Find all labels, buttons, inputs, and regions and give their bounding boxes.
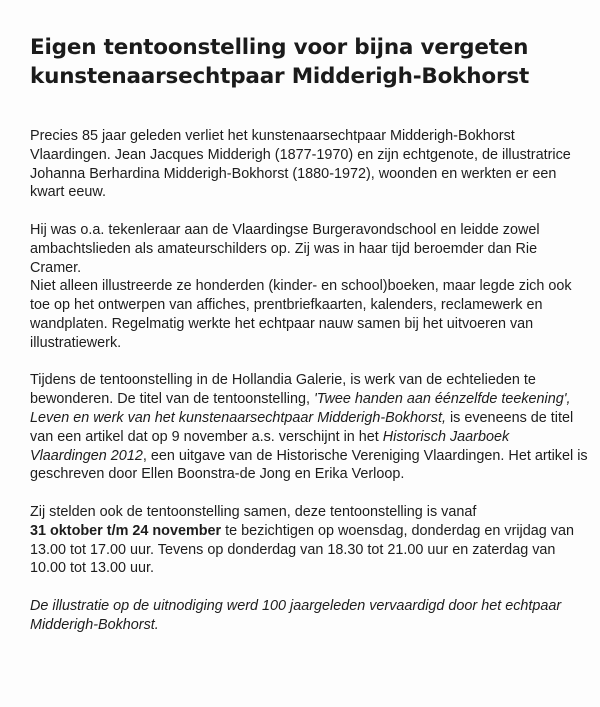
- text-line: Precies 85 jaar geleden verliet het kunstenaarsechtpaar Midderigh-Bokhorst: [30, 128, 515, 144]
- text-line: Zij stelden ook de tentoonstelling samen, deze tentoonstelling is vanaf: [30, 503, 477, 520]
- text-run: te bezichtigen op woensdag, donderdag en vrijdag van: [221, 522, 574, 539]
- yearbook-title-italic: Historisch Jaarboek: [382, 428, 510, 445]
- text-line: Hij was o.a. tekenleraar aan de Vlaardingse Burgeravondschool en leidde zowel: [30, 221, 540, 238]
- text-line: toe op het ontwerpen van affiches, prentbriefkaarten, kalenders, reclamewerk en: [30, 297, 543, 314]
- text-line: [30, 428, 595, 447]
- paragraph-exhibition: [30, 371, 595, 484]
- text-line: Johanna Berhardina Midderigh-Bokhorst (1880-1972), woonden en werkten er een: [30, 165, 557, 182]
- paragraph-teacher: [30, 221, 595, 277]
- paragraph-dates: [30, 503, 595, 578]
- text-line: [30, 409, 595, 428]
- text-line: Vlaardingen. Jean Jacques Midderigh (1877-1970) en zijn echtgenote, de illustratrice: [30, 146, 571, 163]
- text-line: Niet alleen illustreerde ze honderden (kinder- en school)boeken, maar legde zich ook: [30, 278, 572, 295]
- text-run: van een artikel dat op 9 november a.s. verschijnt in het: [30, 428, 383, 445]
- text-run: , een uitgave van de Historische Vereniging Vlaardingen. Het artikel is: [142, 447, 588, 464]
- text-line: Tijdens de tentoonstelling in de Hollandia Galerie, is werk van de echtelieden te: [30, 372, 536, 389]
- title-line: Eigen tentoonstelling voor bijna vergeten: [30, 35, 529, 60]
- text-line: [30, 447, 595, 466]
- paragraph-illustration-note: [30, 597, 595, 635]
- text-line: wandplaten. Regelmatig werkte het echtpaar nauw samen bij het uitvoeren van: [30, 315, 534, 332]
- date-range-bold: 31 oktober t/m 24 november: [30, 522, 222, 539]
- text-line: geschreven door Ellen Boonstra-de Jong en Erika Verloop.: [30, 466, 405, 483]
- article-title: [30, 33, 590, 91]
- exhibition-subtitle-italic: Leven en werk van het kunstenaarsechtpaar Midderigh-Bokhorst,: [30, 409, 446, 426]
- text-line: [30, 522, 595, 541]
- text-line: 13.00 tot 17.00 uur. Tevens op donderdag van 18.30 tot 21.00 uur en zaterdag van: [30, 541, 556, 558]
- text-run: is eveneens de titel: [445, 409, 574, 426]
- text-line: kwart eeuw.: [30, 184, 106, 201]
- text-line: De illustratie op de uitnodiging werd 100 jaargeleden vervaardigd door het echtpaar: [30, 597, 562, 614]
- text-line: Cramer.: [30, 259, 82, 276]
- text-line: ambachtslieden als amateurschilders op. Zij was in haar tijd beroemder dan Rie: [30, 240, 538, 257]
- text-run: bewonderen. De titel van de tentoonstelling,: [30, 391, 315, 408]
- title-line: kunstenaarsechtpaar Midderigh-Bokhorst: [30, 64, 530, 89]
- yearbook-title-italic: Vlaardingen 2012: [30, 447, 143, 464]
- text-line: Midderigh-Bokhorst.: [30, 616, 159, 633]
- text-line: illustratiewerk.: [30, 334, 122, 351]
- text-line: 10.00 tot 13.00 uur.: [30, 560, 155, 577]
- paragraph-intro: [30, 127, 595, 202]
- exhibition-title-italic: 'Twee handen aan éénzelfde teekening',: [314, 391, 571, 408]
- paragraph-illustrations: [30, 277, 595, 352]
- text-line: [30, 390, 595, 409]
- article-body: [30, 127, 595, 653]
